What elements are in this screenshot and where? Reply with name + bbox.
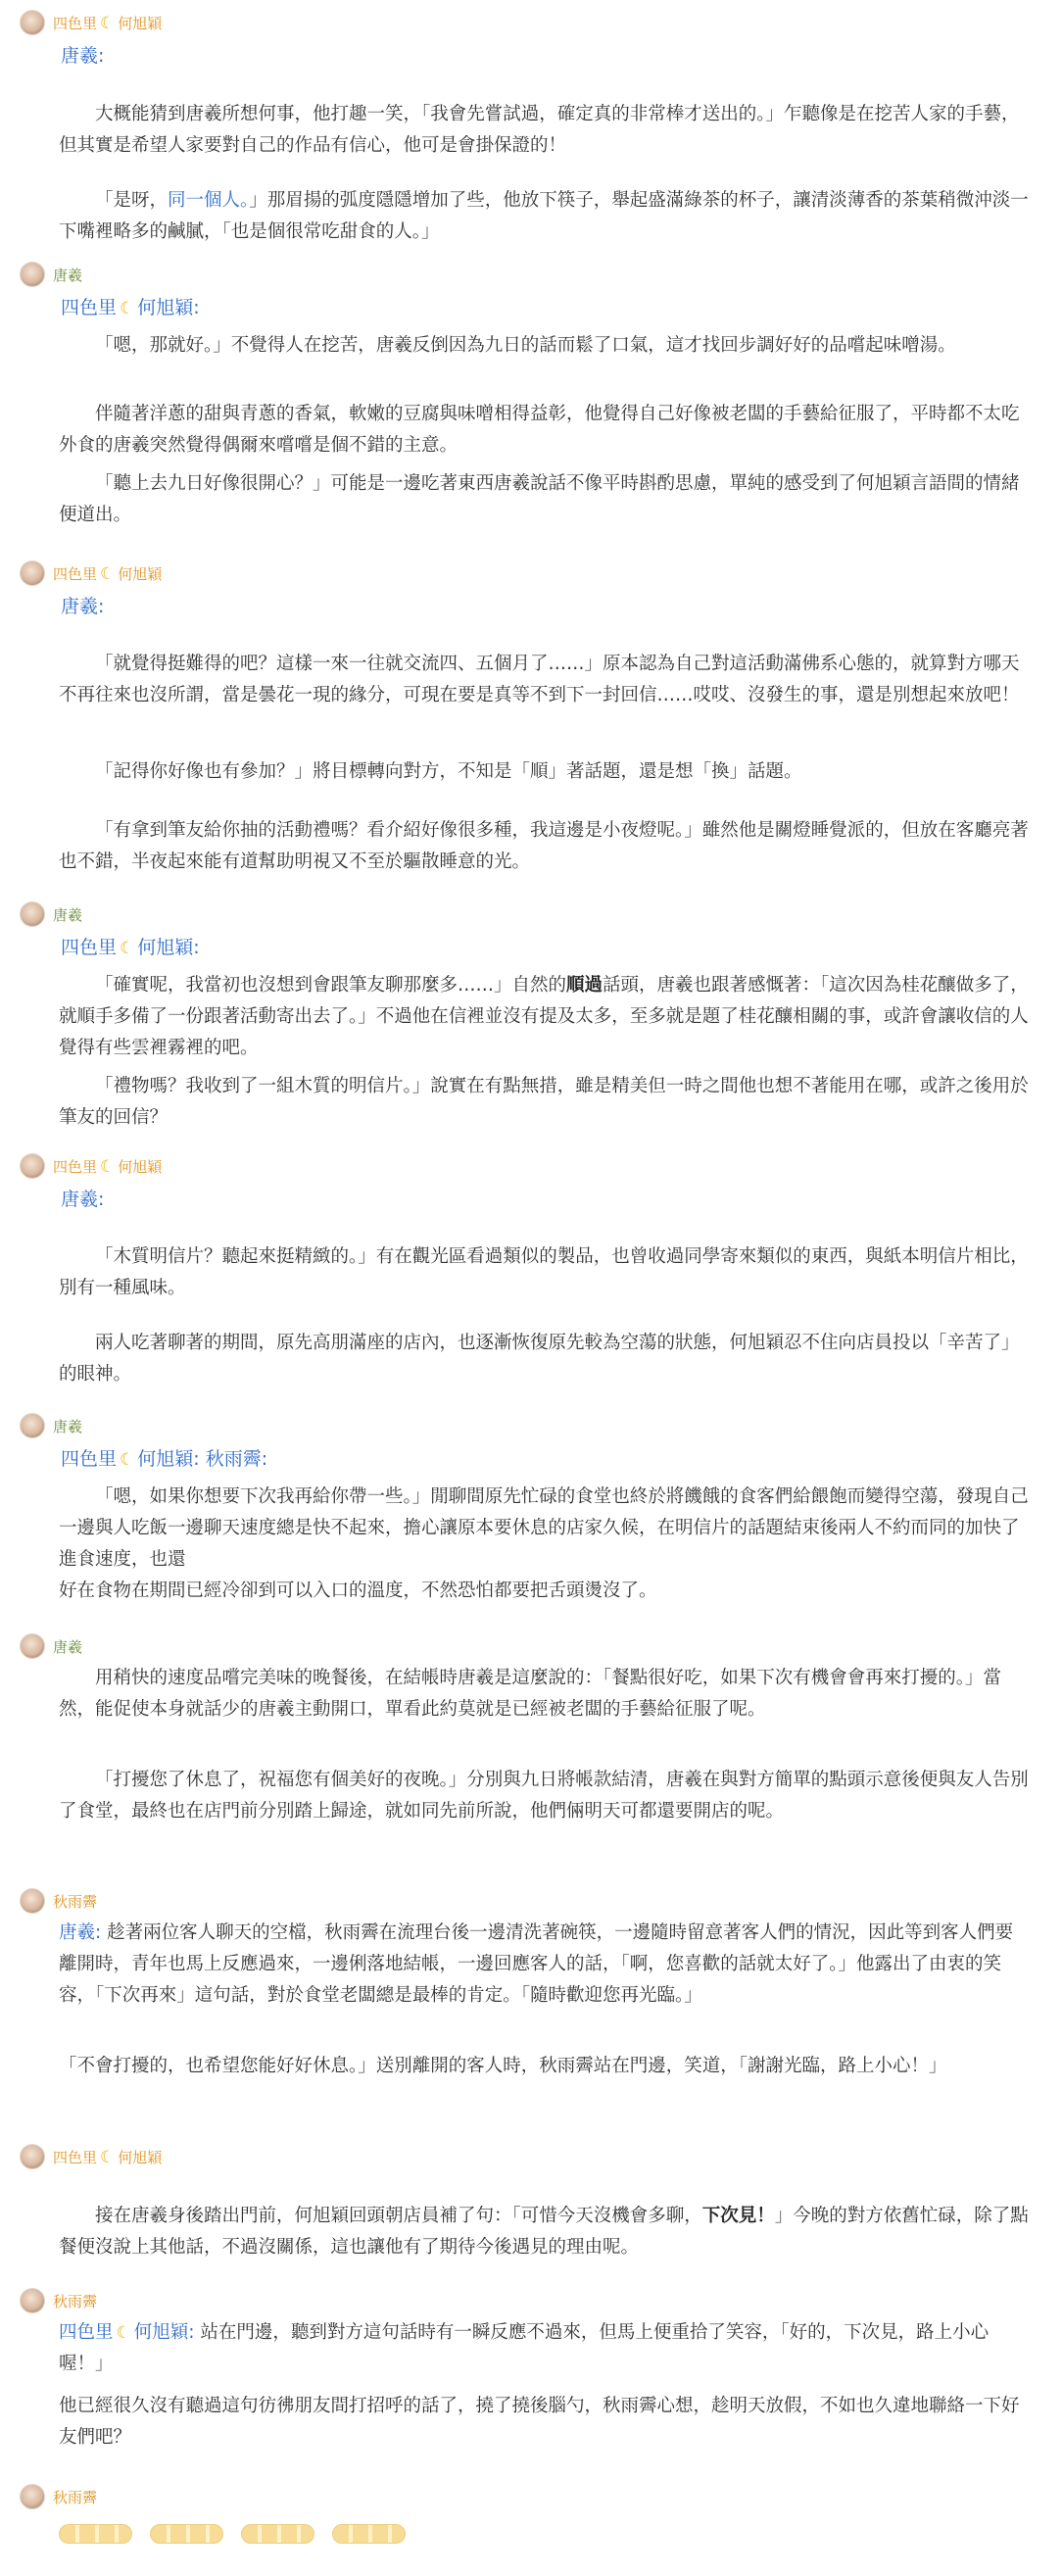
author-name[interactable]: 四色里 ☾ 何旭穎 [53, 563, 163, 584]
sticker-icon [241, 2524, 314, 2544]
sticker-row [59, 2519, 406, 2549]
avatar-icon[interactable] [20, 10, 45, 35]
author-name[interactable]: 四色里 ☾ 何旭穎 [53, 1156, 163, 1177]
paragraph: 「是呀，同一個人。」那眉揚的弧度隱隱增加了些，他放下筷子，舉起盛滿綠茶的杯子，讓清淡薄香的茶葉稍微沖淡一下嘴裡略多的鹹膩，「也是個很常吃甜食的人。」 [59, 190, 1029, 242]
post-6 [0, 1411, 1062, 1607]
paragraph: 接在唐羲身後踏出門前，何旭穎回頭朝店員補了句：「可惜今天沒機會多聊，下次見！」今晚的對方依舊忙碌，除了點餐便沒說上其他話，不過沒關係，這也讓他有了期待今後遇見的理由呢。 [59, 2206, 1029, 2258]
avatar-icon[interactable] [20, 1413, 45, 1438]
moon-icon: ☾ [100, 563, 116, 584]
avatar-icon[interactable] [20, 2144, 45, 2169]
paragraph: 「打擾您了休息了，祝福您有個美好的夜晚。」分別與九日將帳款結清，唐羲在與對方簡單的點頭示意後便與友人告別了食堂，最終也在店門前分別踏上歸途，就如同先前所說，他們倆明天可都還要開店的呢。 [59, 1770, 1029, 1822]
avatar-icon[interactable] [20, 1153, 45, 1179]
avatar-icon[interactable] [20, 2288, 45, 2313]
moon-icon: ☾ [100, 13, 116, 33]
avatar-icon[interactable] [20, 1888, 45, 1914]
author-name[interactable]: 唐羲 [53, 1637, 83, 1656]
post-header [20, 2286, 97, 2315]
paragraph: 「嗯，那就好。」不覺得人在挖苦，唐羲反倒因為九日的話而鬆了口氣，這才找回步調好好的品嚐起味噌湯。 [95, 335, 956, 356]
paragraph: 「嗯，如果你想要下次我再給你帶一些。」閒聊間原先忙碌的食堂也終於將饑餓的食客們給餵飽而變得空蕩，發現自己一邊與人吃飯一邊聊天速度總是快不起來，擔心讓原本要休息的店家久候，在明信片的話題結束後兩人不約而同的加快了進食速度，也還 [59, 1486, 1029, 1570]
paragraph: 好在食物在期間已經冷卻到可以入口的溫度，不然恐怕都要把舌頭燙沒了。 [59, 1580, 657, 1601]
paragraph: 唐羲: 趁著兩位客人聊天的空檔，秋雨霽在流理台後一邊清洗著碗筷，一邊隨時留意著客人們的情況，因此等到客人們要離開時，青年也馬上反應過來，一邊俐落地結帳，一邊回應客人的話，「啊，您喜歡的話就太好了。」他露出了由衷的笑容，「下次再來」這句話，對於食堂老闆總是最棒的肯定。「隨時歡迎您再光臨。」 [59, 1922, 1014, 2006]
post-header [20, 1631, 82, 1661]
author-name[interactable]: 唐羲 [53, 266, 83, 284]
paragraph: 大概能猜到唐羲所想何事，他打趣一笑，「我會先嘗試過，確定真的非常棒才送出的。」乍聽像是在挖苦人家的手藝，但其實是希望人家要對自己的作品有信心，他可是會掛保證的！ [59, 104, 1020, 156]
paragraph: 「木質明信片？聽起來挺精緻的。」有在觀光區看過類似的製品，也曾收過同學寄來類似的東西，與紙本明信片相比，別有一種風味。 [59, 1246, 1029, 1298]
moon-icon: ☾ [120, 1450, 135, 1470]
moon-icon: ☾ [120, 299, 135, 318]
author-name[interactable] [53, 13, 162, 33]
reply-to[interactable]: 四色里 ☾ 何旭穎: [61, 297, 200, 318]
post-header [20, 8, 162, 37]
reply-to[interactable]: 唐羲: [61, 1189, 105, 1210]
post-header [20, 899, 82, 929]
post-header [20, 2482, 97, 2511]
reply-to[interactable]: 唐羲: [61, 45, 105, 67]
author-name[interactable]: 秋雨霽 [53, 1892, 98, 1911]
post-header [20, 2142, 162, 2171]
post-7 [0, 1631, 1062, 1867]
author-name[interactable]: 秋雨霽 [53, 2292, 98, 2310]
post-header [20, 260, 82, 289]
author-name[interactable]: 四色里 ☾ 何旭穎 [53, 2147, 163, 2167]
paragraph: 他已經很久沒有聽過這句彷彿朋友間打招呼的話了，撓了撓後腦勺，秋雨霽心想，趁明天放假，不如也久違地聯絡一下好友們吧？ [59, 2396, 1020, 2448]
moon-icon: ☾ [100, 2147, 116, 2167]
avatar-icon[interactable] [20, 262, 45, 287]
post-11 [0, 2482, 1062, 2551]
paragraph: 兩人吃著聊著的期間，原先高朋滿座的店內，也逐漸恢復原先較為空蕩的狀態，何旭穎忍不住向店員投以「辛苦了」的眼神。 [59, 1333, 1020, 1385]
author-sise[interactable]: 四色里 [53, 14, 98, 32]
paragraph: 「禮物嗎？我收到了一組木質的明信片。」說實在有點無措，雖是精美但一時之間他也想不著能用在哪，或許之後用於筆友的回信？ [59, 1076, 1029, 1128]
post-8 [0, 1886, 1062, 2131]
post-2 [0, 260, 1062, 544]
paragraph: 「不會打擾的，也希望您能好好休息。」送別離開的客人時，秋雨霽站在門邊，笑道，「謝謝光臨，路上小心！」 [59, 2056, 947, 2076]
paragraph: 用稍快的速度品嚐完美味的晚餐後，在結帳時唐羲是這麼說的：「餐點很好吃，如果下次有機會會再來打擾的。」當然，能促使本身就話少的唐羲主動開口，單看此約莫就是已經被老闆的手藝給征服了呢。 [59, 1668, 1002, 1720]
avatar-icon[interactable] [20, 1633, 45, 1659]
paragraph: 伴隨著洋蔥的甜與青蔥的香氣，軟嫩的豆腐與味噌相得益彰，他覺得自己好像被老闆的手藝給征服了，平時都不太吃外食的唐羲突然覺得偶爾來嚐嚐是個不錯的主意。 [59, 404, 1020, 456]
author-name[interactable]: 秋雨霽 [53, 2488, 98, 2506]
post-3 [0, 559, 1062, 892]
post-header [20, 1151, 162, 1181]
highlight-text: 同一個人。 [168, 190, 250, 211]
paragraph: 「有拿到筆友給你抽的活動禮嗎？看介紹好像很多種，我這邊是小夜燈呢。」雖然他是關燈睡覺派的，但放在客廳亮著也不錯，半夜起來能有道幫助明視又不至於驅散睡意的光。 [59, 820, 1029, 872]
post-1 [0, 8, 1062, 253]
reply-to[interactable]: 四色里 ☾ 何旭穎: [61, 937, 200, 958]
post-4 [0, 899, 1062, 1144]
paragraph: 「確實呢，我當初也沒想到會跟筆友聊那麼多……」自然的順過話頭，唐羲也跟著感慨著：「這次因為桂花釀做多了，就順手多備了一份跟著活動寄出去了。」不過他在信裡並沒有提及太多，至多就是題了桂花釀相關的事，或許會讓收信的人覺得有些雲裡霧裡的吧。 [59, 975, 1029, 1058]
post-header [20, 559, 162, 588]
author-name[interactable]: 唐羲 [53, 1417, 83, 1435]
sticker-icon [150, 2524, 223, 2544]
moon-icon: ☾ [120, 939, 135, 958]
paragraph: 四色里 ☾ 何旭穎: 站在門邊，聽到對方這句話時有一瞬反應不過來，但馬上便重拾了笑容，「好的，下次見，路上小心喔！」 [59, 2317, 1029, 2380]
moon-icon: ☾ [116, 2323, 131, 2343]
avatar-icon[interactable] [20, 560, 45, 586]
post-header [20, 1411, 82, 1440]
paragraph: 「聽上去九日好像很開心？」可能是一邊吃著東西唐羲說話不像平時斟酌思慮，單純的感受到了何旭穎言語間的情緒便道出。 [59, 473, 1020, 525]
avatar-icon[interactable] [20, 901, 45, 927]
paragraph: 「就覺得挺難得的吧？這樣一來一往就交流四、五個月了……」原本認為自己對這活動滿佛系心態的，就算對方哪天不再往來也沒所謂，當是曇花一現的緣分，可現在要是真等不到下一封回信……哎哎、沒發生的事，還是別想起來放吧！ [59, 654, 1020, 705]
post-5 [0, 1151, 1062, 1396]
paragraph: 「記得你好像也有參加？」將目標轉向對方，不知是「順」著話題，還是想「換」話題。 [95, 761, 802, 782]
author-he[interactable]: 何旭穎 [118, 14, 163, 32]
reply-to[interactable]: 唐羲: [61, 596, 105, 617]
reply-to[interactable]: 四色里 ☾ 何旭穎: 秋雨霽: [61, 1448, 268, 1470]
post-header [20, 1886, 97, 1916]
sticker-icon [59, 2524, 132, 2544]
author-name[interactable]: 唐羲 [53, 905, 83, 924]
moon-icon: ☾ [100, 1156, 116, 1177]
post-10 [0, 2286, 1062, 2462]
sticker-icon [332, 2524, 406, 2544]
avatar-icon[interactable] [20, 2484, 45, 2509]
post-9 [0, 2142, 1062, 2274]
reply-to[interactable]: 唐羲: [59, 1922, 102, 1943]
